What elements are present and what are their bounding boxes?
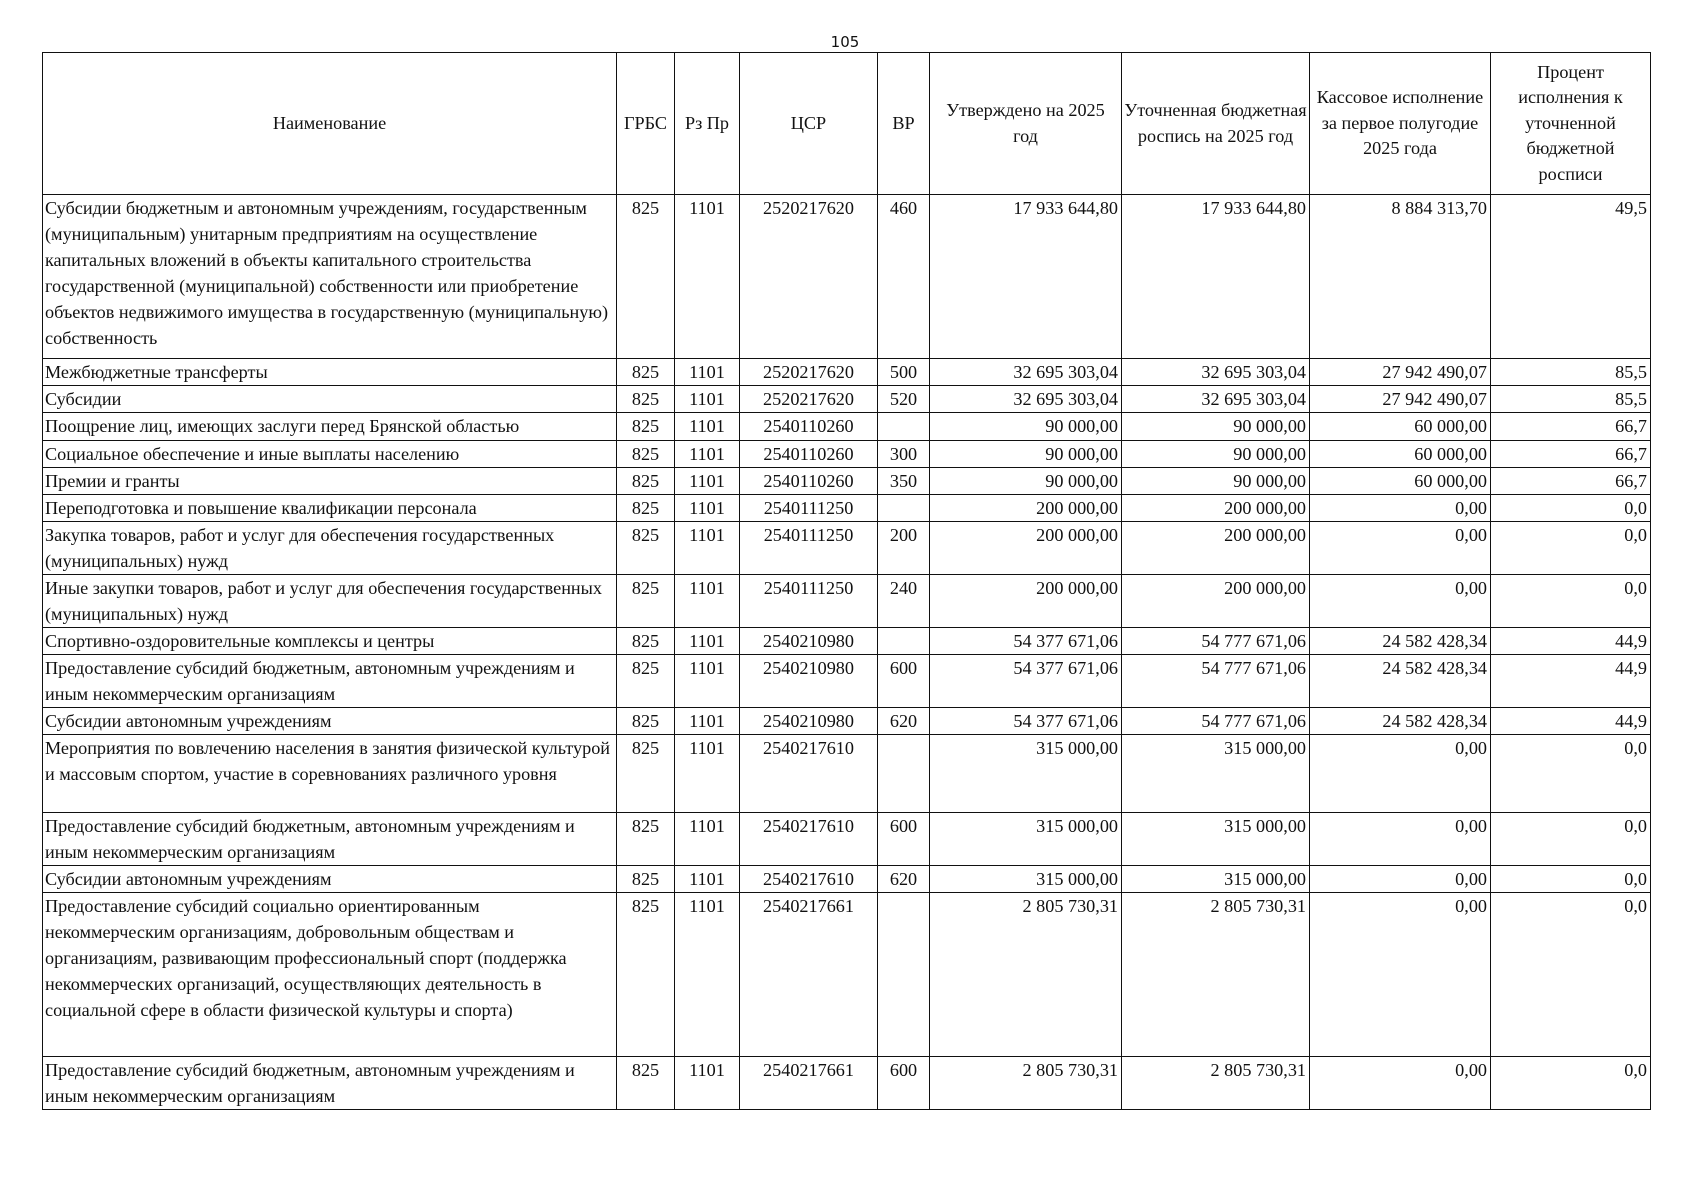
row-percent: 0,0 — [1491, 813, 1651, 866]
row-percent: 66,7 — [1491, 468, 1651, 495]
row-name: Субсидии бюджетным и автономным учреждениям, государственным (муниципальным) унитарным предприятиям на осуществление капитальных вложений в объекты капитального строительства государственной (муниципальной) собственности или приобретение объектов недвижимого имущества в государственную (муниципальную) собственность — [43, 195, 617, 359]
table-row — [43, 628, 1651, 655]
table-row — [43, 813, 1651, 866]
row-percent: 66,7 — [1491, 441, 1651, 468]
row-approved: 54 377 671,06 — [930, 628, 1122, 655]
row-executed: 0,00 — [1310, 866, 1491, 893]
table-row — [43, 893, 1651, 1057]
row-rzpr: 1101 — [675, 386, 740, 413]
row-approved: 315 000,00 — [930, 866, 1122, 893]
row-csr: 2540110260 — [740, 441, 878, 468]
table-header-row — [43, 53, 1651, 195]
row-csr: 2520217620 — [740, 386, 878, 413]
header-revised: Уточненная бюджетная роспись на 2025 год — [1122, 53, 1310, 195]
row-revised: 17 933 644,80 — [1122, 195, 1310, 359]
header-approved: Утверждено на 2025 год — [930, 53, 1122, 195]
table-row — [43, 468, 1651, 495]
row-approved: 2 805 730,31 — [930, 893, 1122, 1057]
row-revised: 315 000,00 — [1122, 866, 1310, 893]
row-name: Субсидии — [43, 386, 617, 413]
row-revised: 315 000,00 — [1122, 735, 1310, 813]
row-executed: 8 884 313,70 — [1310, 195, 1491, 359]
row-revised: 315 000,00 — [1122, 813, 1310, 866]
row-grbs: 825 — [617, 866, 675, 893]
row-executed: 0,00 — [1310, 813, 1491, 866]
row-rzpr: 1101 — [675, 1057, 740, 1110]
row-approved: 200 000,00 — [930, 495, 1122, 522]
row-csr: 2540210980 — [740, 708, 878, 735]
row-grbs: 825 — [617, 413, 675, 441]
row-name: Переподготовка и повышение квалификации персонала — [43, 495, 617, 522]
header-grbs: ГРБС — [617, 53, 675, 195]
header-name: Наименование — [43, 53, 617, 195]
row-percent: 0,0 — [1491, 866, 1651, 893]
header-csr: ЦСР — [740, 53, 878, 195]
row-csr: 2540217661 — [740, 893, 878, 1057]
row-approved: 90 000,00 — [930, 413, 1122, 441]
row-name: Поощрение лиц, имеющих заслуги перед Брянской областью — [43, 413, 617, 441]
row-rzpr: 1101 — [675, 655, 740, 708]
row-revised: 90 000,00 — [1122, 468, 1310, 495]
row-vr: 620 — [878, 866, 930, 893]
row-executed: 24 582 428,34 — [1310, 655, 1491, 708]
row-rzpr: 1101 — [675, 441, 740, 468]
row-vr: 500 — [878, 359, 930, 386]
row-name: Межбюджетные трансферты — [43, 359, 617, 386]
row-name: Мероприятия по вовлечению населения в занятия физической культурой и массовым спортом, участие в соревнованиях различного уровня — [43, 735, 617, 813]
row-vr: 240 — [878, 575, 930, 628]
row-executed: 0,00 — [1310, 495, 1491, 522]
row-executed: 60 000,00 — [1310, 441, 1491, 468]
row-rzpr: 1101 — [675, 195, 740, 359]
table-row — [43, 866, 1651, 893]
row-name: Премии и гранты — [43, 468, 617, 495]
row-executed: 0,00 — [1310, 575, 1491, 628]
row-revised: 200 000,00 — [1122, 575, 1310, 628]
table-row — [43, 522, 1651, 575]
row-percent: 0,0 — [1491, 735, 1651, 813]
row-grbs: 825 — [617, 575, 675, 628]
table-row — [43, 735, 1651, 813]
row-csr: 2540111250 — [740, 495, 878, 522]
row-vr: 600 — [878, 655, 930, 708]
row-approved: 200 000,00 — [930, 522, 1122, 575]
table-row — [43, 359, 1651, 386]
row-name: Социальное обеспечение и иные выплаты населению — [43, 441, 617, 468]
row-csr: 2540111250 — [740, 575, 878, 628]
header-vr: ВР — [878, 53, 930, 195]
row-percent: 0,0 — [1491, 495, 1651, 522]
row-name: Субсидии автономным учреждениям — [43, 866, 617, 893]
row-revised: 54 777 671,06 — [1122, 628, 1310, 655]
row-percent: 44,9 — [1491, 628, 1651, 655]
row-csr: 2540217610 — [740, 735, 878, 813]
row-grbs: 825 — [617, 195, 675, 359]
row-vr: 350 — [878, 468, 930, 495]
row-executed: 60 000,00 — [1310, 413, 1491, 441]
row-executed: 0,00 — [1310, 522, 1491, 575]
row-csr: 2540111250 — [740, 522, 878, 575]
header-rzpr: Рз Пр — [675, 53, 740, 195]
row-rzpr: 1101 — [675, 495, 740, 522]
row-vr: 600 — [878, 1057, 930, 1110]
table-row — [43, 575, 1651, 628]
row-csr: 2540217610 — [740, 866, 878, 893]
row-name: Предоставление субсидий бюджетным, автономным учреждениям и иным некоммерческим организациям — [43, 813, 617, 866]
row-name: Предоставление субсидий бюджетным, автономным учреждениям и иным некоммерческим организациям — [43, 1057, 617, 1110]
row-grbs: 825 — [617, 708, 675, 735]
row-name: Субсидии автономным учреждениям — [43, 708, 617, 735]
row-revised: 54 777 671,06 — [1122, 708, 1310, 735]
row-rzpr: 1101 — [675, 866, 740, 893]
row-rzpr: 1101 — [675, 735, 740, 813]
row-revised: 32 695 303,04 — [1122, 359, 1310, 386]
table-row — [43, 495, 1651, 522]
row-vr — [878, 413, 930, 441]
table-row — [43, 655, 1651, 708]
row-grbs: 825 — [617, 359, 675, 386]
row-vr: 460 — [878, 195, 930, 359]
row-percent: 0,0 — [1491, 1057, 1651, 1110]
row-grbs: 825 — [617, 1057, 675, 1110]
row-name: Предоставление субсидий социально ориентированным некоммерческим организациям, добровольным обществам и организациям, развивающим профессиональный спорт (поддержка некоммерческих организаций, осуществляющих деятельность в социальной сфере в области физической культуры и спорта) — [43, 893, 617, 1057]
row-grbs: 825 — [617, 813, 675, 866]
row-revised: 200 000,00 — [1122, 495, 1310, 522]
row-revised: 200 000,00 — [1122, 522, 1310, 575]
page-number: 105 — [830, 33, 860, 51]
row-rzpr: 1101 — [675, 522, 740, 575]
row-percent: 85,5 — [1491, 359, 1651, 386]
row-vr — [878, 893, 930, 1057]
row-approved: 315 000,00 — [930, 813, 1122, 866]
row-grbs: 825 — [617, 386, 675, 413]
row-revised: 32 695 303,04 — [1122, 386, 1310, 413]
row-executed: 24 582 428,34 — [1310, 708, 1491, 735]
row-vr: 300 — [878, 441, 930, 468]
row-rzpr: 1101 — [675, 628, 740, 655]
row-percent: 0,0 — [1491, 522, 1651, 575]
row-vr — [878, 628, 930, 655]
budget-execution-table — [42, 52, 1651, 1110]
row-name: Предоставление субсидий бюджетным, автономным учреждениям и иным некоммерческим организациям — [43, 655, 617, 708]
row-rzpr: 1101 — [675, 359, 740, 386]
row-csr: 2540217661 — [740, 1057, 878, 1110]
row-csr: 2520217620 — [740, 195, 878, 359]
row-grbs: 825 — [617, 655, 675, 708]
row-executed: 0,00 — [1310, 1057, 1491, 1110]
row-csr: 2540210980 — [740, 628, 878, 655]
row-approved: 54 377 671,06 — [930, 655, 1122, 708]
row-revised: 2 805 730,31 — [1122, 1057, 1310, 1110]
row-percent: 0,0 — [1491, 893, 1651, 1057]
row-revised: 90 000,00 — [1122, 413, 1310, 441]
row-grbs: 825 — [617, 522, 675, 575]
header-executed: Кассовое исполнение за первое полугодие 2025 года — [1310, 53, 1491, 195]
row-rzpr: 1101 — [675, 893, 740, 1057]
row-revised: 54 777 671,06 — [1122, 655, 1310, 708]
row-percent: 44,9 — [1491, 708, 1651, 735]
row-rzpr: 1101 — [675, 468, 740, 495]
row-name: Закупка товаров, работ и услуг для обеспечения государственных (муниципальных) нужд — [43, 522, 617, 575]
row-revised: 90 000,00 — [1122, 441, 1310, 468]
row-percent: 44,9 — [1491, 655, 1651, 708]
row-vr — [878, 495, 930, 522]
row-executed: 27 942 490,07 — [1310, 359, 1491, 386]
row-approved: 54 377 671,06 — [930, 708, 1122, 735]
row-csr: 2540210980 — [740, 655, 878, 708]
row-grbs: 825 — [617, 735, 675, 813]
row-percent: 0,0 — [1491, 575, 1651, 628]
row-grbs: 825 — [617, 628, 675, 655]
row-vr: 600 — [878, 813, 930, 866]
row-rzpr: 1101 — [675, 575, 740, 628]
header-percent: Процент исполнения к уточненной бюджетной росписи — [1491, 53, 1651, 195]
table-row — [43, 195, 1651, 359]
row-csr: 2540217610 — [740, 813, 878, 866]
row-approved: 32 695 303,04 — [930, 359, 1122, 386]
row-grbs: 825 — [617, 495, 675, 522]
row-percent: 85,5 — [1491, 386, 1651, 413]
table-row — [43, 441, 1651, 468]
row-percent: 49,5 — [1491, 195, 1651, 359]
row-executed: 24 582 428,34 — [1310, 628, 1491, 655]
table-row — [43, 386, 1651, 413]
row-approved: 90 000,00 — [930, 441, 1122, 468]
row-name: Иные закупки товаров, работ и услуг для обеспечения государственных (муниципальных) нужд — [43, 575, 617, 628]
row-vr — [878, 735, 930, 813]
row-vr: 200 — [878, 522, 930, 575]
row-approved: 32 695 303,04 — [930, 386, 1122, 413]
row-approved: 2 805 730,31 — [930, 1057, 1122, 1110]
row-vr: 620 — [878, 708, 930, 735]
row-revised: 2 805 730,31 — [1122, 893, 1310, 1057]
row-vr: 520 — [878, 386, 930, 413]
row-grbs: 825 — [617, 441, 675, 468]
row-percent: 66,7 — [1491, 413, 1651, 441]
row-csr: 2520217620 — [740, 359, 878, 386]
table-row — [43, 708, 1651, 735]
row-approved: 90 000,00 — [930, 468, 1122, 495]
row-executed: 0,00 — [1310, 735, 1491, 813]
table-row — [43, 1057, 1651, 1110]
row-grbs: 825 — [617, 893, 675, 1057]
row-csr: 2540110260 — [740, 468, 878, 495]
row-rzpr: 1101 — [675, 708, 740, 735]
row-approved: 200 000,00 — [930, 575, 1122, 628]
row-executed: 0,00 — [1310, 893, 1491, 1057]
row-rzpr: 1101 — [675, 813, 740, 866]
row-csr: 2540110260 — [740, 413, 878, 441]
row-rzpr: 1101 — [675, 413, 740, 441]
table-body — [43, 195, 1651, 1110]
row-executed: 60 000,00 — [1310, 468, 1491, 495]
row-grbs: 825 — [617, 468, 675, 495]
row-approved: 315 000,00 — [930, 735, 1122, 813]
row-name: Спортивно-оздоровительные комплексы и центры — [43, 628, 617, 655]
row-approved: 17 933 644,80 — [930, 195, 1122, 359]
table-row — [43, 413, 1651, 441]
row-executed: 27 942 490,07 — [1310, 386, 1491, 413]
